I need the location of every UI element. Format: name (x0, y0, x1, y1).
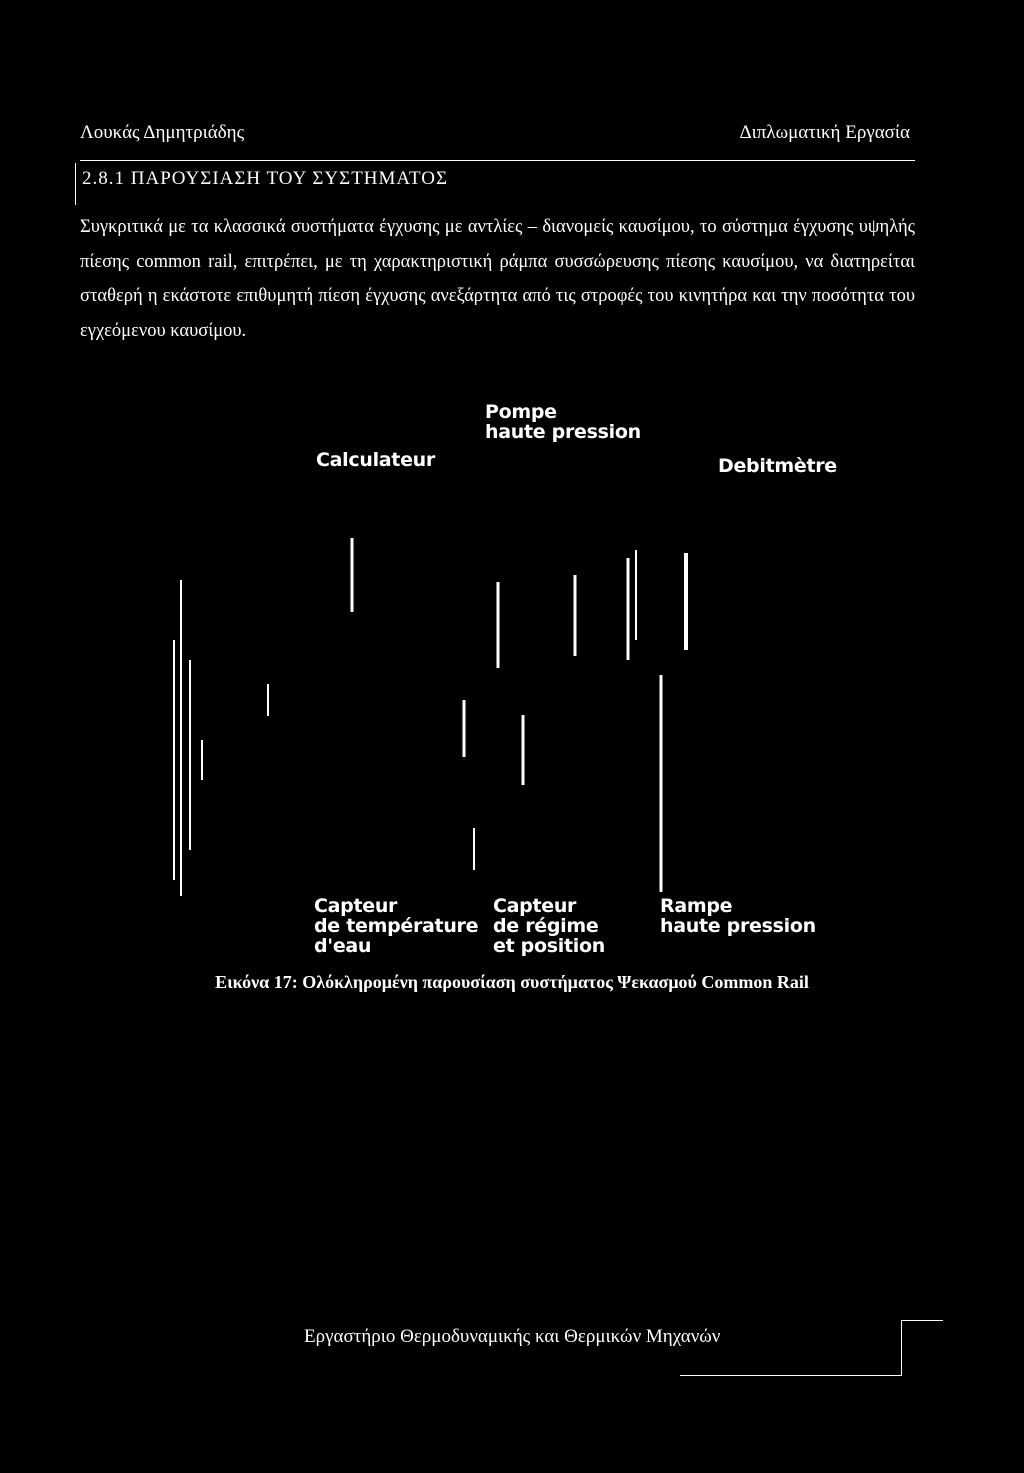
footer-frame-top (901, 1320, 943, 1321)
footer-frame-left (901, 1320, 902, 1375)
footer-frame-bottom (680, 1375, 902, 1376)
label-regime-position-sensor: Capteur de régime et position (493, 895, 605, 957)
label-flowmeter: Debitmètre (718, 455, 837, 477)
section-title: 2.8.1 ΠΑΡΟΥΣΙΑΣΗ ΤΟΥ ΣΥΣΤΗΜΑΤΟΣ (82, 168, 449, 189)
label-ecu: Calculateur (316, 449, 435, 471)
header-document-type: Διπλωματική Εργασία (739, 122, 910, 143)
label-high-pressure-rail: Rampe haute pression (660, 895, 816, 937)
label-high-pressure-pump: Pompe haute pression (485, 401, 641, 443)
label-water-temperature-sensor: Capteur de température d'eau (314, 895, 479, 957)
body-paragraph: Συγκριτικά με τα κλασσικά συστήματα έγχυσης με αντλίες – διανομείς καυσίμου, το σύστημα έγχυσης υψηλής πίεσης common rail, επιτρέπει, με τη χαρακτηριστική ράμπα συσσώρευσης πίεσης καυσίμου, να διατηρείται σταθερή η εκάστοτε επιθυμητή πίεση έγχυσης ανεξάρτητα από τις στροφές του κινητήρα και την ποσότητα του εγχεόμενου καυσίμου. (80, 217, 915, 341)
figure-caption: Εικόνα 17: Ολόκληρομένη παρουσίαση συστήματος Ψεκασμού Common Rail (215, 972, 809, 992)
footer-text: Εργαστήριο Θερμοδυναμικής και Θερμικών Μηχανών (304, 1326, 721, 1347)
header-author: Λουκάς Δημητριάδης (80, 122, 245, 143)
section-marker (75, 163, 76, 205)
system-diagram (0, 520, 1024, 920)
header-divider (80, 160, 915, 161)
